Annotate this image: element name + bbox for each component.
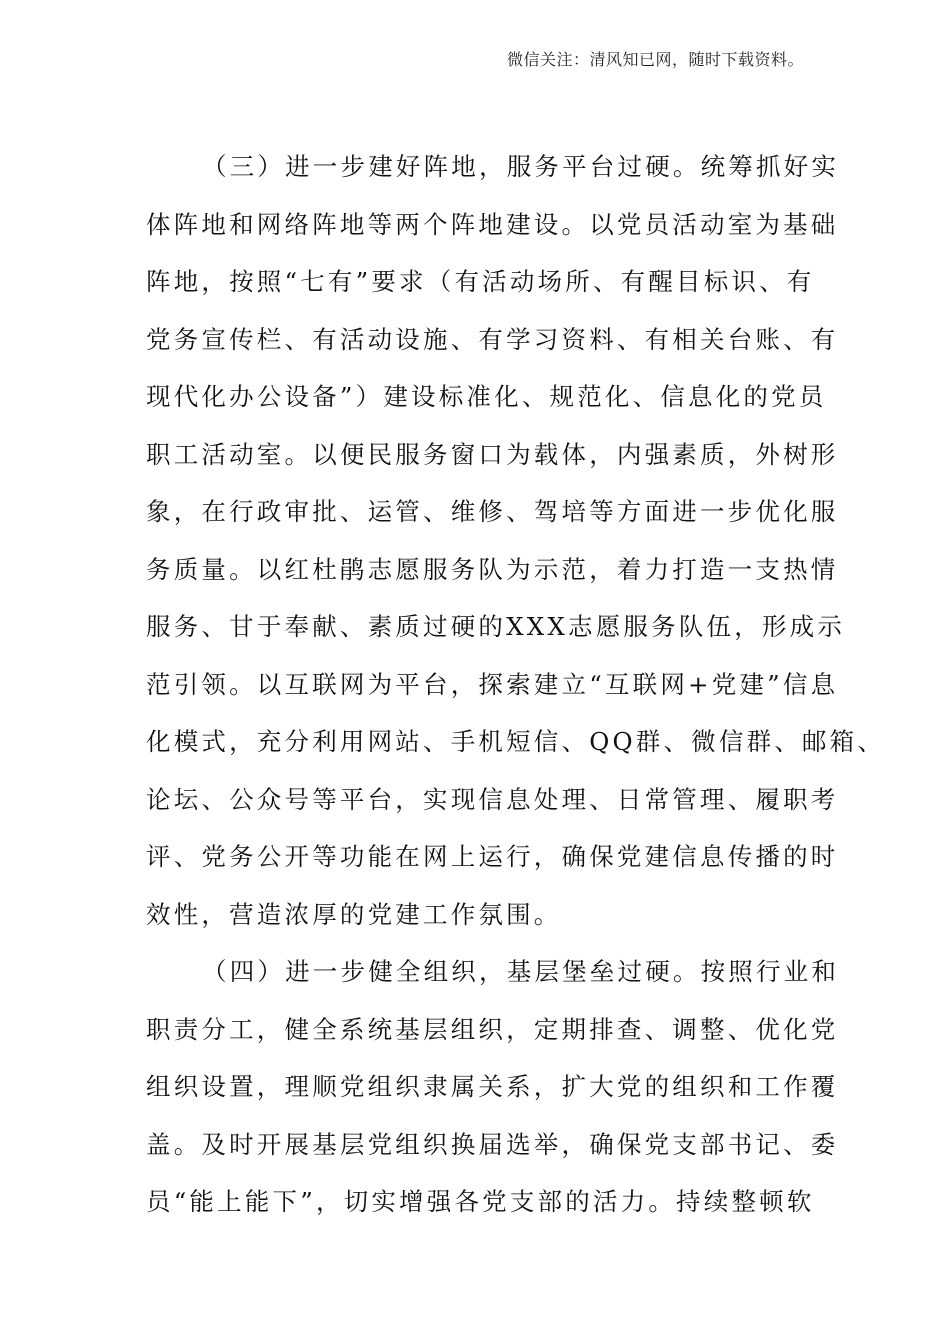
text-line: 员“能上能下”，切实增强各党支部的活力。持续整顿软 bbox=[146, 1187, 815, 1216]
text-line: 盖。及时开展基层党组织换届选举，确保党支部书记、委 bbox=[146, 1129, 839, 1159]
text-line: 职责分工，健全系统基层组织，定期排查、调整、优化党 bbox=[146, 1014, 839, 1044]
text-line: 党务宣传栏、有活动设施、有学习资料、有相关台账、有 bbox=[146, 324, 839, 354]
text-line: 服务、甘于奉献、素质过硬的XXX志愿服务队伍，形成示 bbox=[146, 612, 846, 641]
text-line: 论坛、公众号等平台，实现信息处理、日常管理、履职考 bbox=[146, 784, 839, 814]
text-line: 组织设置，理顺党组织隶属关系，扩大党的组织和工作覆 bbox=[146, 1072, 839, 1101]
text-line: 评、党务公开等功能在网上运行，确保党建信息传播的时 bbox=[146, 842, 839, 871]
text-line: 阵地，按照“七有”要求（有活动场所、有醒目标识、有 bbox=[146, 267, 815, 296]
text-line: 务质量。以红杜鹃志愿服务队为示范，着力打造一支热情 bbox=[146, 554, 839, 584]
text-line: 体阵地和网络阵地等两个阵地建设。以党员活动室为基础 bbox=[146, 209, 839, 239]
paragraph-section-3 bbox=[146, 138, 886, 943]
text-line: 现代化办公设备”）建设标准化、规范化、信息化的党员 bbox=[146, 382, 827, 411]
text-line: 效性，营造浓厚的党建工作氛围。 bbox=[146, 899, 562, 929]
text-line: 象，在行政审批、运管、维修、驾培等方面进一步优化服 bbox=[146, 497, 839, 526]
text-line: 范引领。以互联网为平台，探索建立“互联网+党建”信息 bbox=[146, 669, 839, 699]
text-line: （三）进一步建好阵地，服务平台过硬。统筹抓好实 bbox=[202, 152, 840, 181]
header-download-note: 微信关注：清风知已网，随时下载资料。 bbox=[506, 50, 804, 69]
text-line: （四）进一步健全组织，基层堡垒过硬。按照行业和 bbox=[202, 957, 840, 986]
paragraph-section-4 bbox=[146, 943, 840, 1231]
text-line: 化模式，充分利用网站、手机短信、QQ群、微信群、邮箱、 bbox=[146, 727, 886, 756]
text-line: 职工活动室。以便民服务窗口为载体，内强素质，外树形 bbox=[146, 439, 839, 469]
document-body bbox=[146, 138, 886, 1231]
